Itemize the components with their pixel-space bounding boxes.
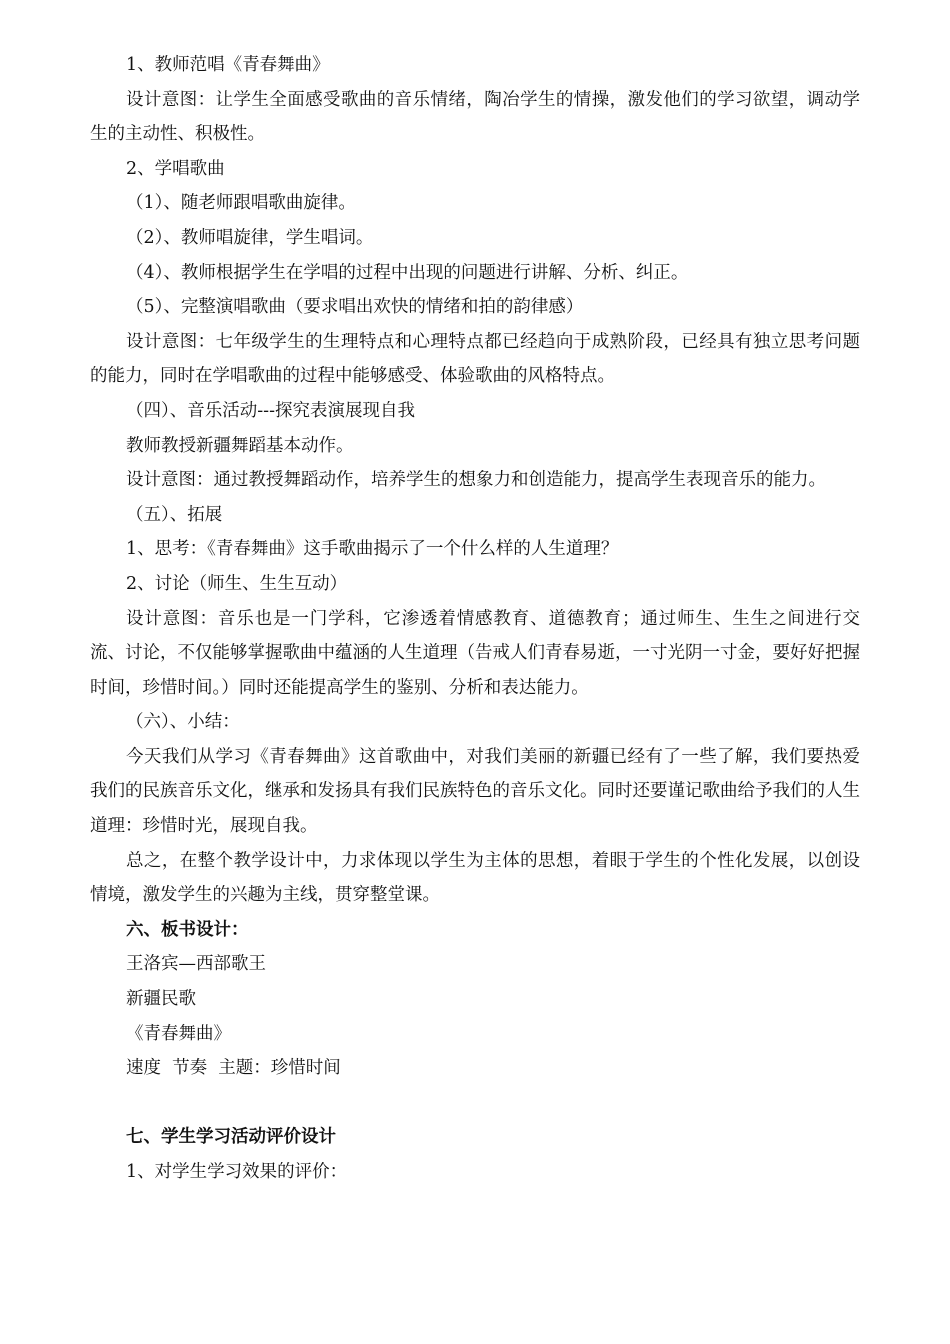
paragraph-design-intent-3: 设计意图：通过教授舞蹈动作，培养学生的想象力和创造能力，提高学生表现音乐的能力。 — [126, 470, 826, 491]
paragraph-think: 1、思考：《青春舞曲》这手歌曲揭示了一个什么样的人生道理？ — [126, 539, 619, 560]
paragraph-section-5: （五）、拓展 — [126, 504, 223, 525]
paragraph-learn-song: 2、学唱歌曲 — [126, 158, 225, 179]
heading-evaluation-design: 七、学生学习活动评价设计 — [126, 1127, 336, 1148]
paragraph-summary: 今天我们从学习《青春舞曲》这首歌曲中，对我们美丽的新疆已经有了一些了解，我们要热爱我们的民族音乐文化，继承和发扬具有我们民族特色的音乐文化。同时还要谨记歌曲给予我们的人生道理：珍惜时光，展现自我。 — [90, 746, 860, 837]
paragraph-design-intent-2: 设计意图：七年级学生的生理特点和心理特点都已经趋向于成熟阶段，已经具有独立思考问题的能力，同时在学唱歌曲的过程中能够感受、体验歌曲的风格特点。 — [90, 331, 860, 387]
paragraph-section-6: （六）、小结： — [126, 712, 240, 733]
board-line-4: 速度 节奏 主题：珍惜时间 — [126, 1058, 341, 1079]
paragraph-design-intent-1: 设计意图：让学生全面感受歌曲的音乐情绪，陶冶学生的情操，激发他们的学习欲望，调动学生的主动性、积极性。 — [90, 89, 860, 145]
paragraph-dance-teaching: 教师教授新疆舞蹈基本动作。 — [126, 435, 354, 456]
paragraph-conclusion: 总之，在整个教学设计中，力求体现以学生为主体的思想，着眼于学生的个性化发展，以创设情境，激发学生的兴趣为主线，贯穿整堂课。 — [90, 850, 860, 906]
paragraph-step-4: （4）、教师根据学生在学唱的过程中出现的问题进行讲解、分析、纠正。 — [126, 262, 689, 283]
blank-line — [90, 1086, 860, 1121]
paragraph-teacher-demo: 1、教师范唱《青春舞曲》 — [126, 55, 330, 75]
board-line-2: 新疆民歌 — [126, 989, 196, 1010]
board-line-1: 王洛宾—西部歌王 — [126, 954, 266, 975]
paragraph-step-5: （5）、完整演唱歌曲（要求唱出欢快的情绪和拍的韵律感） — [126, 297, 584, 318]
board-line-3: 《青春舞曲》 — [126, 1023, 231, 1044]
paragraph-discuss: 2、讨论（师生、生生互动） — [126, 573, 348, 594]
paragraph-section-4: （四）、音乐活动---探究表演展现自我 — [126, 400, 415, 421]
paragraph-design-intent-4: 设计意图：音乐也是一门学科，它渗透着情感教育、道德教育；通过师生、生生之间进行交流、讨论，不仅能够掌握歌曲中蕴涵的人生道理（告戒人们青春易逝，一寸光阴一寸金，要好好把握时间，珍惜时间。）同时还能提高学生的鉴别、分析和表达能力。 — [90, 608, 860, 698]
paragraph-step-2: （2）、教师唱旋律，学生唱词。 — [126, 227, 374, 248]
paragraph-evaluation-1: 1、对学生学习效果的评价： — [126, 1162, 348, 1182]
heading-board-design: 六、板书设计： — [126, 919, 249, 940]
paragraph-step-1: （1）、随老师跟唱歌曲旋律。 — [126, 193, 356, 214]
